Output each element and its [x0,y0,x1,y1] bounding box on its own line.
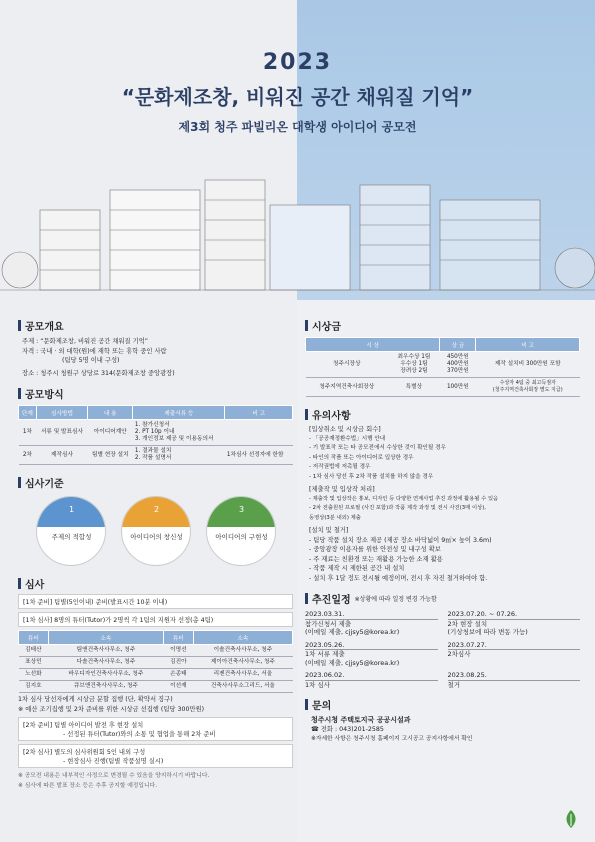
schedule-item [305,671,438,689]
review-note: 1차 심사 당선자에게 시상금 분할 집행 (단, 확약서 징구) [18,696,173,703]
criteria-number: 1 [37,497,106,527]
schedule-item [305,610,438,637]
tutor-cell: 바우디자인건축사사무소, 청주 [48,669,163,681]
caution-group-title: [제출작 및 입상작 처리] [309,486,375,493]
caution-item: - 기 발표작 또는 타 공모전에서 수상한 것이 확인될 경우 [309,445,446,451]
method-cell: 1. 참가신청서 2. PT 10p 이내 3. 개인정보 제공 및 이용동의서 [133,420,225,446]
method-cell [225,420,293,446]
footnote: ※ 심사에 따른 발표 장소 등은 추후 공지할 예정입니다. [18,782,158,789]
criteria-label: 아이디어의 창신성 [130,533,183,541]
method-header: 제출서류 등 [133,406,225,420]
tutor-cell: 이선재 [163,681,193,693]
schedule-date: 2023.05.26. [305,641,438,651]
prize-header: 상 금 [440,338,476,352]
caution-item: - 팀당 작품 설치 장소 제공 (제공 장소 바닥넓이 9㎡× 높이 3.6m) [309,536,492,544]
method-cell: 1. 결과물 설치 2. 작품 설명서 [133,446,225,465]
prize-cell: 수상자 4팀 중 최고득점자 (청주지역건축사회장 별도 지급) [476,378,580,397]
caution-item: - 중앙광장 이용자를 위한 안전성 및 내구성 확보 [309,546,441,553]
contact-more: ※자세한 사항은 청주시청 홈페이지 고시공고 공지사항에서 확인 [311,735,473,742]
city-logo-icon [562,808,580,830]
table-row [19,420,293,446]
prize-cell: 청주시장상 [306,352,389,378]
criteria-item [121,496,191,566]
tutor-header: 튜터 [19,631,49,645]
schedule-note: ※상황에 따라 일정 변경 가능함 [354,596,437,603]
overview-line: (팀당 5명 이내 구성) [62,357,120,364]
overview-line: 자격 : 국내 · 외 대학(원)에 재학 또는 휴학 중인 사람 [22,347,167,355]
criteria-number: 3 [207,497,276,527]
tutor-cell: 김지호 [19,681,49,693]
tutor-cell: 이솔건축사사무소, 청주 [193,645,292,657]
review-heading: 심사 [18,576,293,591]
schedule-date: 2023.08.25. [448,671,581,681]
schedule-desc: 참가신청서 제출 (이메일 제출, cjjsy5@korea.kr) [305,619,400,636]
schedule-desc: 2차심사 [447,650,471,658]
criteria-circles [36,496,276,566]
contact-body [305,715,580,744]
review-step2-title: [2차 준비] 팀별 아이디어 발전 후 현장 설치 [23,722,144,729]
prize-cell: 100만원 [440,378,476,397]
tutor-cell: 팀앤건축사사무소, 청주 [48,645,163,657]
schedule-item [448,641,581,668]
schedule-date: 2023.03.31. [305,610,438,620]
prize-cell: 제작 설치비 300만원 포함 [476,352,580,378]
overview-line: 장소 : 청주시 청원구 상당로 314(문화제조창 중앙광장) [22,369,175,377]
right-column [305,318,580,744]
caution-heading: 유의사항 [305,407,580,422]
criteria-item [206,496,276,566]
caution-item: - 2차 전출원된 프로필 (사진 포함)과 작품 제작 과정 및 전시 사진(3매 이상), [309,505,486,511]
schedule-desc: 철거 [447,680,461,689]
tutor-header: 소속 [193,631,292,645]
schedule-desc: 1차 심사 [305,680,331,689]
table-row [19,446,293,465]
table-row [306,378,580,397]
building-sketch-illustration [0,150,595,300]
prize-cell: 청주지역건축사회장상 [306,378,389,397]
contact-phone: ☎ 전화 : 043)201-2585 [311,726,384,733]
review-step2-detail: - 선정된 튜터(Tutor)와의 소통 및 협업을 통해 2차 준비 [63,731,216,738]
table-row [19,657,293,669]
schedule-heading: 추진일정 ※상황에 따라 일정 변경 가능함 [305,591,580,606]
review-note: ※ 예산 조기집행 및 2차 준비를 위한 시상금 선집행 (팀당 300만원) [18,705,205,713]
overview-heading: 공모개요 [18,318,293,333]
review-step3-detail: - 현장심사 진행(팀별 작품설명 실시) [63,758,164,765]
schedule-date: 2023.07.20. ~ 07.26. [448,610,581,620]
table-row [19,681,293,693]
review-step3-title: [2차 심사] 별도의 심사위원회 5인 내외 구성 [23,749,146,756]
tutor-cell: 건축사사무소그리드, 서울 [193,681,292,693]
review-step1: [1차 준비] 팀별(5인이내) 준비(발표시간 10분 이내) [18,594,293,609]
caution-item: - 「공공재정환수법」시행 안내 [309,435,386,442]
method-header: 내 용 [88,406,133,420]
caution-item: - 주 재료는 친환경 또는 재활용 가능한 소재 활용 [309,555,443,563]
table-row [19,645,293,657]
review-step3 [18,744,293,768]
poster-header [0,50,595,135]
caution-group-title: [입상취소 및 시상금 회수] [309,426,381,433]
tutor-cell: 이명선 [163,645,193,657]
caution-item: - 타인의 작품 또는 아이디어로 입상한 경우 [309,454,414,461]
tutor-cell: 리젠건축사사무소, 서울 [193,669,292,681]
prize-table [305,337,580,397]
caution-body [305,425,580,583]
criteria-heading: 심사기준 [18,475,293,490]
prize-cell: 특별상 [388,378,440,397]
schedule-date: 2023.07.27. [448,641,581,651]
method-cell: 팀별 현장 설치 [88,446,133,465]
caution-item: 동영상(3분 내외) 제출 [309,514,361,521]
tutor-header: 소속 [48,631,163,645]
method-header: 단계 [19,406,37,420]
method-cell: 서류 및 발표심사 [36,420,87,446]
poster-title: “문화제조창, 비워진 공간 채워질 기억” [121,85,474,109]
tutor-cell: 큐브앤건축사사무소, 청주 [48,681,163,693]
schedule-desc: 1차 서류 제출 (이메일 제출, cjjsy5@korea.kr) [305,650,400,667]
prize-cell: 450만원 400만원 370만원 [440,352,476,378]
tutor-cell: 손종태 [163,669,193,681]
table-row [19,669,293,681]
criteria-label: 주제의 적합성 [51,533,92,541]
method-header: 비 고 [225,406,293,420]
contact-heading: 문의 [305,697,580,712]
caution-item: - 저작권법에 저촉될 경우 [309,464,371,470]
poster-year: 2023 [262,50,333,75]
method-cell: 2차 [19,446,37,465]
tutor-table [18,630,293,693]
method-table [18,405,293,465]
review-step2 [18,717,293,741]
schedule-item [305,641,438,668]
contact-org: 청주시청 주택토지국 공공시설과 [311,716,411,724]
caution-group-title: [설치 및 철거] [309,527,349,534]
schedule-desc: 2차 현장 설치 (기상청보에 따라 변동 가능) [447,619,528,636]
method-heading: 공모방식 [18,386,293,401]
criteria-item [36,496,106,566]
method-cell: 1차심사 선정자에 한함 [225,446,293,465]
caution-item: - 제출작 및 입상작은 홍보, 디자인 등 다양한 연계사업 추진 과정에 활용될 수 있음 [309,495,499,502]
prize-heading: 시상금 [305,318,580,333]
footnote: ※ 공모전 내용은 내부적인 사정으로 변경될 수 있음을 양지하시기 바랍니다. [18,773,210,779]
tutor-cell: 표상민 [19,657,49,669]
overview-line: 주제 : “문화제조창, 비워진 공간 채워질 기억” [22,338,149,345]
tutor-cell: 김진아 [163,657,193,669]
overview-body [18,337,293,378]
caution-item: - 작품 제작 시 제한된 공간 내 설치 [309,565,405,572]
method-cell: 제작심사 [36,446,87,465]
tutor-cell: 제이아건축사사무소, 청주 [193,657,292,669]
schedule-grid [305,610,580,689]
poster-subtitle: 제3회 청주 파빌리온 대학생 아이디어 공모전 [178,120,417,134]
review-step1b: [1차 심사] 8명의 튜터(Tutor)가 2명씩 각 1팀의 지원자 선정(총 4팀) [18,612,293,627]
table-row [306,352,580,378]
schedule-item [448,671,581,689]
method-cell: 1차 [19,420,37,446]
caution-item: - 설치 후 1달 정도 전시될 예정이며, 전시 후 자진 철거하여야 함. [309,574,488,582]
prize-header: 시 상 [306,338,440,352]
schedule-item [448,610,581,637]
caution-item: - 1차 심사 당선 후 2차 작품 설치를 하지 않을 경우 [309,473,434,480]
tutor-cell: 김태산 [19,645,49,657]
method-cell: 아이디어계안 [88,420,133,446]
tutor-cell: 노선화 [19,669,49,681]
tutor-header: 튜터 [163,631,193,645]
tutor-cell: 다솔건축사사무소, 청주 [48,657,163,669]
prize-cell: 최우수상 1팀 우수상 1팀 장려상 2팀 [388,352,440,378]
criteria-number: 2 [122,497,191,527]
left-column [18,318,293,791]
schedule-date: 2023.06.02. [305,671,438,681]
method-header: 심사방법 [36,406,87,420]
criteria-label: 아이디어의 구현성 [215,533,268,541]
prize-header: 비 고 [476,338,580,352]
